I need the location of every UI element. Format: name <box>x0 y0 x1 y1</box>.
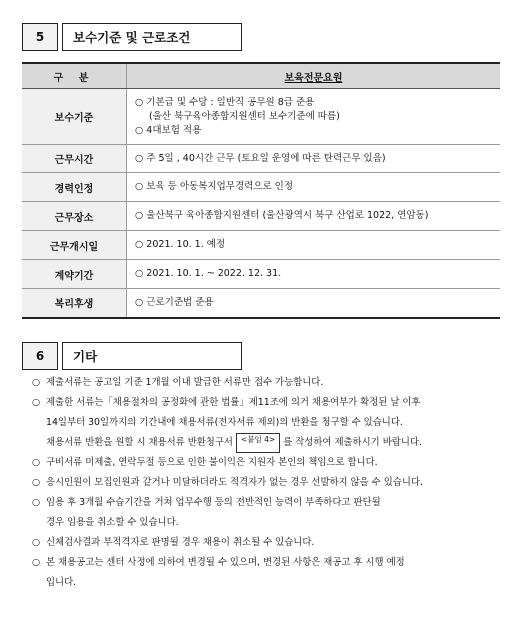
row-label: 근무장소 <box>22 202 127 231</box>
list-item <box>32 513 502 533</box>
value-line: (울산 북구육아종합지원센터 보수기준에 따름) <box>149 110 340 122</box>
section-6-title: 기타 <box>62 342 242 370</box>
table-row <box>22 202 500 231</box>
note-text: 채용서류 반환을 원할 시 채용서류 반환청구서 <box>46 437 233 448</box>
note-text: 입니다. <box>46 577 77 588</box>
table-row <box>22 260 500 289</box>
bullet: ○ <box>32 497 41 508</box>
row-value: ○ 울산북구 육아종합지원센터 (울산광역시 북구 산업로 1022, 연암동) <box>127 202 501 231</box>
note-text: 응시인원이 모집인원과 같거나 미달하더라도 적격자가 없는 경우 선발하지 않을 수 있습니다. <box>46 477 423 488</box>
value-line: ○ 기본급 및 수당 : 일반직 공무원 8급 준용 <box>135 96 315 108</box>
row-value: ○ 보육 등 아동복지업무경력으로 인정 <box>127 173 501 202</box>
list-item <box>32 553 502 573</box>
value-line: ○ 4대보험 적용 <box>135 124 202 136</box>
note-text: 신체검사결과 부적격자로 판명될 경우 채용이 취소될 수 있습니다. <box>46 537 315 548</box>
header-position: 보육전문요원 <box>127 63 501 89</box>
row-value: ○ 근로기준법 준용 <box>127 289 501 318</box>
list-item <box>32 433 502 453</box>
row-label: 근무시간 <box>22 145 127 173</box>
table-row <box>22 289 500 318</box>
section-5-header <box>22 23 242 51</box>
note-text: 구비서류 미제출, 연락두절 등으로 인한 불이익은 지원자 본인의 책임으로 합니다. <box>46 457 378 468</box>
section-6-header <box>22 342 242 370</box>
table-row <box>22 173 500 202</box>
table-row <box>22 145 500 173</box>
bullet: ○ <box>32 457 41 468</box>
bullet: ○ <box>32 537 41 548</box>
list-item <box>32 413 502 433</box>
note-text: 14일부터 30일까지의 기간내에 채용서류(전자서류 제외)의 반환을 청구할 수 있습니다. <box>46 417 403 428</box>
row-value <box>127 89 501 145</box>
note-text: 경우 임용을 취소할 수 있습니다. <box>46 517 179 528</box>
table-header-row <box>22 63 500 89</box>
bullet: ○ <box>32 377 41 388</box>
bullet: ○ <box>32 477 41 488</box>
table-row <box>22 89 500 145</box>
list-item <box>32 373 502 393</box>
list-item <box>32 473 502 493</box>
notes-list <box>32 373 502 593</box>
row-label: 경력인정 <box>22 173 127 202</box>
list-item <box>32 493 502 513</box>
list-item <box>32 533 502 553</box>
row-label: 복리후생 <box>22 289 127 318</box>
row-value: ○ 2021. 10. 1. ~ 2022. 12. 31. <box>127 260 501 289</box>
section-5-title: 보수기준 및 근로조건 <box>62 23 242 51</box>
table-row <box>22 231 500 260</box>
bullet: ○ <box>32 397 41 408</box>
row-label: 보수기준 <box>22 89 127 145</box>
row-value: ○ 2021. 10. 1. 예정 <box>127 231 501 260</box>
list-item <box>32 453 502 473</box>
list-item <box>32 393 502 413</box>
row-label: 근무개시일 <box>22 231 127 260</box>
bullet: ○ <box>32 557 41 568</box>
note-text: 제출한 서류는「채용절차의 공정화에 관한 법률」제11조에 의거 채용여부가 확정된 날 이후 <box>46 397 421 408</box>
note-text: 본 채용공고는 센터 사정에 의하여 변경될 수 있으며, 변경된 사항은 재공고 후 시행 예정 <box>46 557 405 568</box>
section-6-number: 6 <box>22 342 58 370</box>
note-text: 제출서류는 공고일 기준 1개월 이내 발급한 서류만 접수 가능합니다. <box>46 377 324 388</box>
section-5-number: 5 <box>22 23 58 51</box>
conditions-table <box>22 62 500 319</box>
header-category: 구 분 <box>22 63 127 89</box>
list-item <box>32 573 502 593</box>
note-text: 를 작성하여 제출하시기 바랍니다. <box>283 437 422 448</box>
row-label: 계약기간 <box>22 260 127 289</box>
row-value: ○ 주 5일 , 40시간 근무 (토요일 운영에 따른 탄력근무 있음) <box>127 145 501 173</box>
attachment-tag: <붙임 4> <box>236 433 280 453</box>
note-text: 임용 후 3개월 수습기간을 거쳐 업무수행 등의 전반적인 능력이 부족하다고 판단될 <box>46 497 381 508</box>
